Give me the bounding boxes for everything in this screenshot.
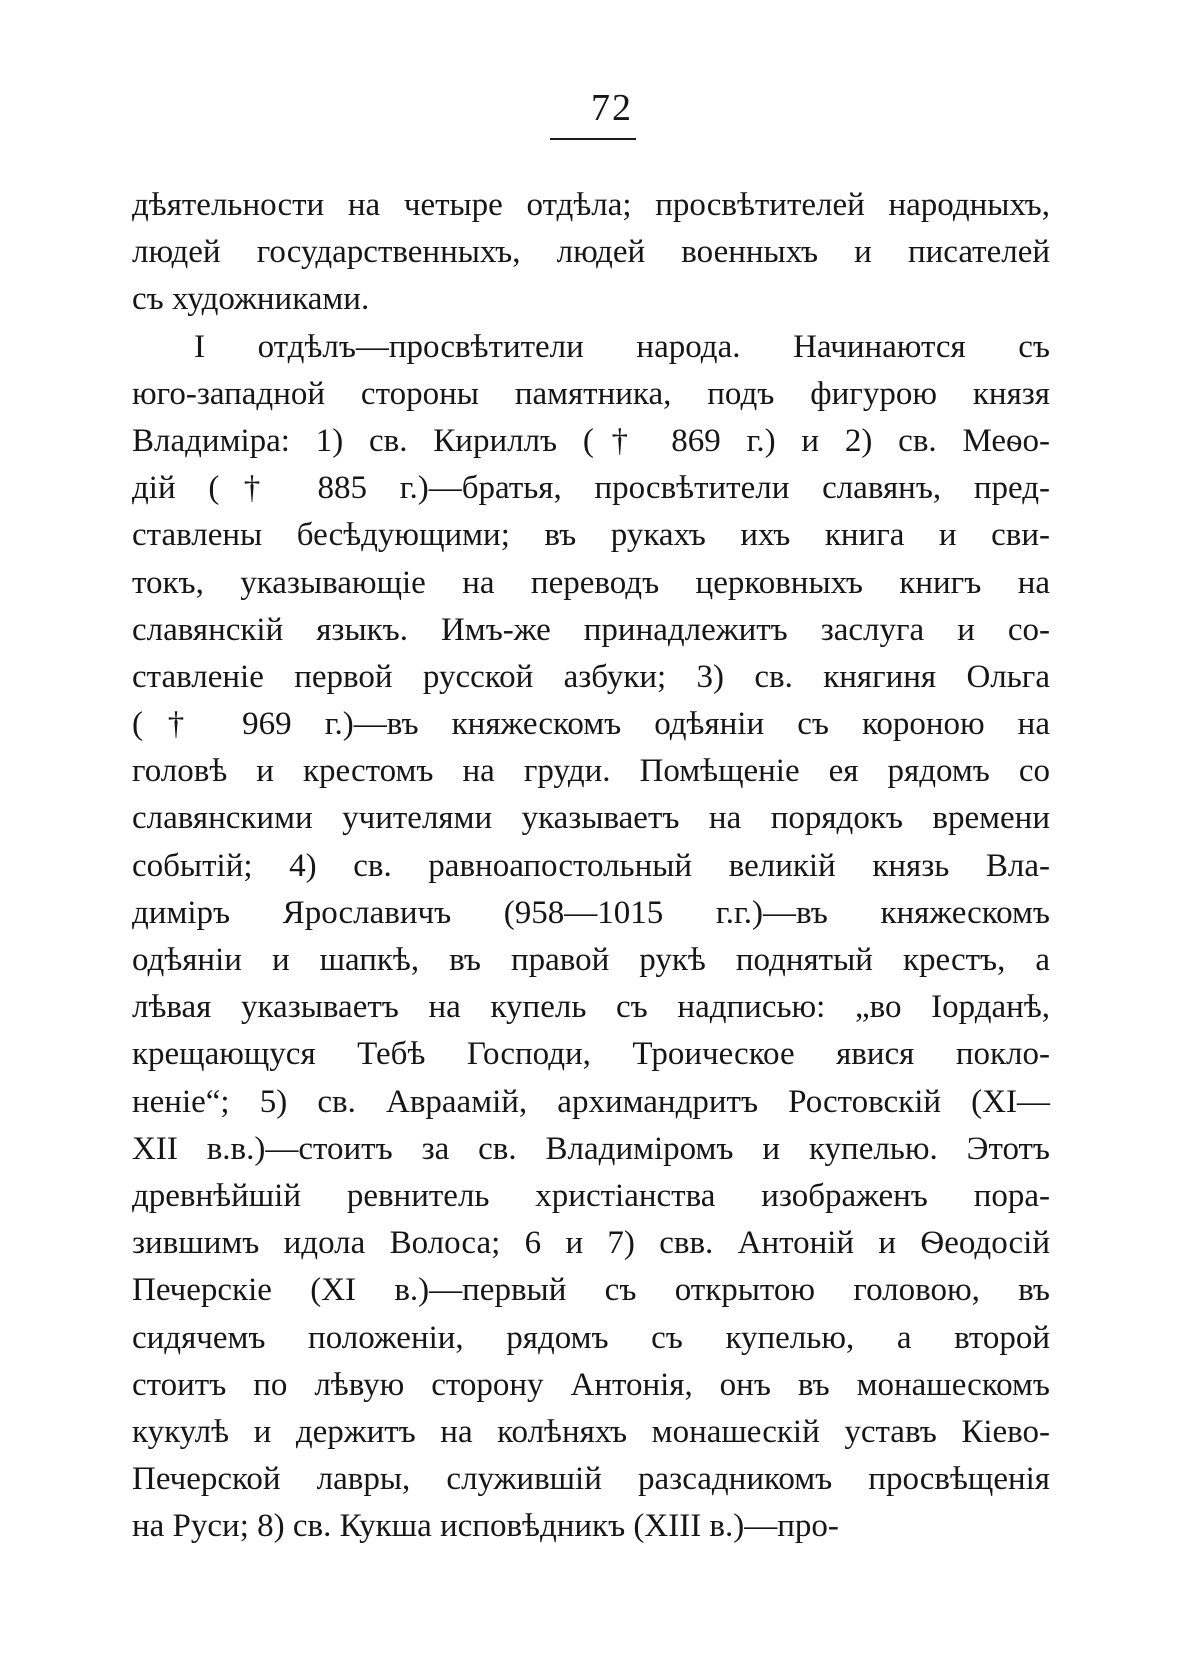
text-line: сидячемъ положеніи, рядомъ съ купелью, а второй	[132, 1319, 1050, 1356]
text-line: († 969 г.)—въ княжескомъ одѣяніи съ короною на	[132, 706, 1050, 743]
text-line: неніе“; 5) св. Авраамій, архимандритъ Ростовскій (XI—	[132, 1083, 1050, 1120]
text-line: юго-западной стороны памятника, подъ фигурою князя	[132, 375, 1050, 412]
text-line: событій; 4) св. равноапостольный великій князь Вла-	[132, 847, 1050, 884]
text-line: древнѣйшій ревнитель христіанства изображенъ пора-	[132, 1177, 1050, 1214]
text-line: славянскими учителями указываетъ на порядокъ времени	[132, 800, 1050, 837]
page-number: 72	[591, 87, 633, 129]
text-line: стоитъ по лѣвую сторону Антонія, онъ въ монашескомъ	[132, 1366, 1050, 1403]
page-number-rule	[550, 138, 636, 140]
text-line: на Руси; 8) св. Кукша исповѣдникъ (XIII в.)—про-	[132, 1508, 839, 1545]
text-line: людей государственныхъ, людей военныхъ и писателей	[132, 234, 1050, 271]
text-line: XII в.в.)—стоитъ за св. Владиміромъ и купелью. Этотъ	[132, 1130, 1050, 1167]
text-line: диміръ Ярославичъ (958—1015 г.г.)—въ княжескомъ	[132, 894, 1050, 931]
paragraph	[132, 324, 1050, 1551]
text-line: кукулѣ и держитъ на колѣняхъ монашескій уставъ Кіево-	[132, 1413, 1050, 1450]
paragraph	[132, 182, 1050, 324]
body-text	[132, 182, 1050, 1550]
text-line: съ художниками.	[132, 281, 370, 318]
text-line: дѣятельности на четыре отдѣла; просвѣтителей народныхъ,	[132, 187, 1050, 223]
text-line: лѣвая указываетъ на купель съ надписью: „во Іорданѣ,	[132, 989, 1050, 1026]
text-line: токъ, указывающіе на переводъ церковныхъ книгъ на	[132, 564, 1050, 601]
text-line: I отдѣлъ—просвѣтители народа. Начинаются съ	[194, 328, 1050, 365]
text-line: зившимъ идола Волоса; 6 и 7) свв. Антоній и Ѳеодосій	[132, 1225, 1050, 1262]
text-line: ставленіе первой русской азбуки; 3) св. княгиня Ольга	[132, 658, 1050, 695]
text-line: славянскій языкъ. Имъ-же принадлежитъ заслуга и со-	[132, 611, 1050, 648]
text-line: Печерской лавры, служившій разсадникомъ просвѣщенія	[132, 1461, 1050, 1498]
text-line: дій († 885 г.)—братья, просвѣтители славянъ, пред-	[132, 470, 1050, 507]
text-line: головѣ и крестомъ на груди. Помѣщеніе ея рядомъ со	[132, 753, 1050, 790]
text-line: крещающуся Тебѣ Господи, Троическое явися покло-	[132, 1036, 1050, 1073]
text-line: Владиміра: 1) св. Кириллъ († 869 г.) и 2) св. Меѳо-	[132, 422, 1050, 459]
text-line: одѣяніи и шапкѣ, въ правой рукѣ поднятый крестъ, а	[132, 942, 1050, 978]
text-line: ставлены бесѣдующими; въ рукахъ ихъ книга и сви-	[132, 517, 1050, 554]
text-line: Печерскіе (XI в.)—первый съ открытою головою, въ	[132, 1272, 1050, 1309]
